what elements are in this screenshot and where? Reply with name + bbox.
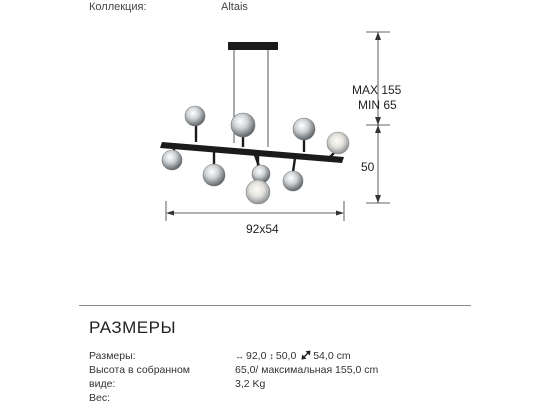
diagonal-arrow-icon — [301, 350, 311, 360]
height-arrow-mid-up — [375, 117, 381, 125]
chandelier-svg — [150, 25, 420, 250]
height-arrow-top — [375, 32, 381, 40]
lower-globes — [162, 150, 303, 204]
height-arrow-mid-down — [375, 125, 381, 133]
spec-value-weight: 3,2 Kg — [235, 378, 266, 390]
collection-label: Коллекция: — [89, 1, 147, 13]
section-title: РАЗМЕРЫ — [89, 318, 177, 337]
spec-value-height: 65,0/ максимальная 155,0 cm — [235, 364, 379, 376]
body-height-label: 50 — [361, 160, 375, 174]
collection-value: Altais — [221, 1, 248, 13]
height-arrow-bottom — [375, 195, 381, 203]
width-dimension-line — [166, 201, 344, 221]
spec-label-size: Размеры: — [89, 350, 136, 362]
spec-label-weight: Вес: — [89, 392, 111, 404]
section-divider — [79, 305, 471, 306]
size-height: 50,0 — [275, 350, 297, 362]
horizontal-arrows-icon: ↔ — [235, 351, 244, 361]
specs-labels — [89, 349, 209, 405]
chandelier-drawing — [150, 25, 420, 250]
spec-label-height-1: Высота в собранном — [89, 364, 191, 376]
vertical-arrows-icon: ↕ — [269, 351, 274, 361]
specs-values — [235, 349, 475, 391]
width-arrow-right — [336, 211, 344, 216]
spec-value-size — [235, 349, 475, 363]
size-depth: 54,0 cm — [313, 350, 351, 362]
height-min-label: MIN 65 — [358, 98, 397, 112]
width-arrow-left — [166, 211, 174, 216]
width-depth-label: 92x54 — [246, 222, 279, 236]
main-bar — [160, 142, 344, 163]
height-max-label: MAX 155 — [352, 83, 402, 97]
ceiling-canopy — [228, 42, 278, 50]
spec-label-height-2: виде: — [89, 378, 116, 390]
size-width: 92,0 — [246, 350, 267, 362]
collection-row — [0, 0, 550, 16]
